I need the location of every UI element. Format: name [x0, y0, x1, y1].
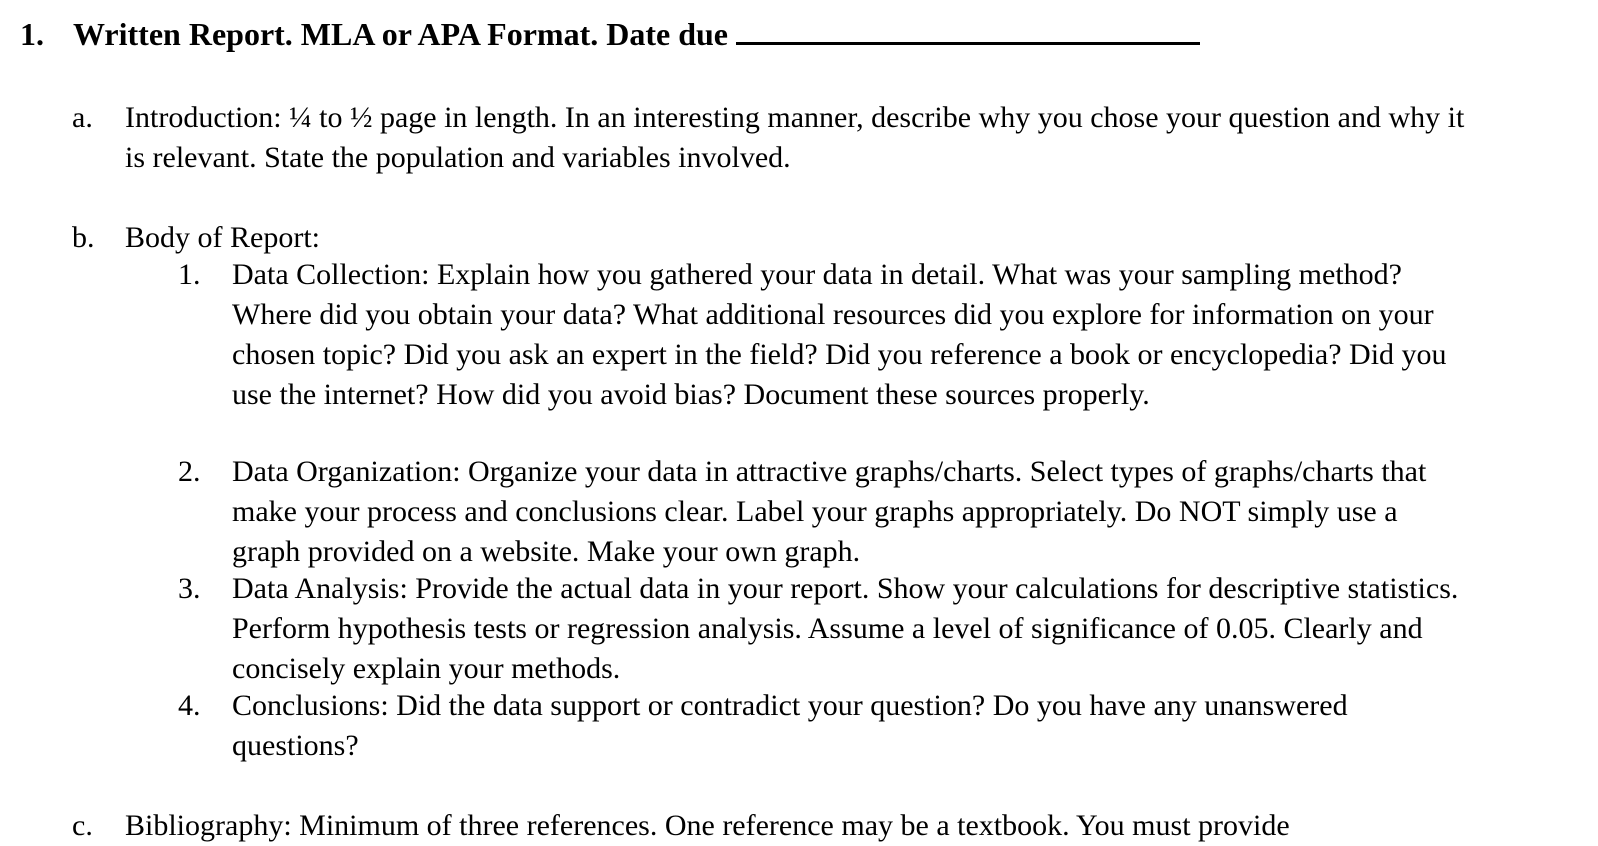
data-organization-text: Data Organization: Organize your data in attractive graphs/charts. Select types of graphs/charts that make your process and conclusions clear. Label your graphs appropriately. Do NOT simply use a graph provided on a website. Make your own graph.: [232, 455, 1427, 568]
subitem-data-analysis: [178, 569, 1472, 689]
sublist-marker: 2.: [178, 455, 201, 488]
data-analysis-text: Data Analysis: Provide the actual data in your report. Show your calculations for descriptive statistics. Perform hypothesis tests or regression analysis. Assume a level of significance of 0.05. Clearly and concisely explain your methods.: [232, 572, 1459, 685]
section-heading: [20, 12, 1200, 54]
subitem-conclusions: [178, 686, 1472, 766]
data-collection-text: Data Collection: Explain how you gathered your data in detail. What was your sampling method? Where did you obtain your data? What additional resources did you explore for information on your chosen topic? Did you ask an expert in the field? Did you reference a book or encyclopedia? Did you use the internet? How did you avoid bias? Document these sources properly.: [232, 258, 1447, 411]
heading-number: 1.: [20, 16, 44, 52]
bibliography-text: Bibliography: Minimum of three references. One reference may be a textbook. You must provide: [125, 809, 1290, 842]
list-marker: b.: [72, 221, 95, 254]
subitem-data-organization: [178, 452, 1472, 572]
sublist-marker: 4.: [178, 689, 201, 722]
introduction-text: Introduction: ¼ to ½ page in length. In an interesting manner, describe why you chose your question and why it is relevant. State the population and variables involved.: [125, 101, 1465, 174]
list-item-bibliography: [72, 806, 1472, 846]
body-of-report-text: Body of Report:: [125, 221, 320, 254]
sublist-marker: 1.: [178, 258, 201, 291]
date-due-blank[interactable]: [736, 12, 1200, 45]
conclusions-text: Conclusions: Did the data support or contradict your question? Do you have any unanswered questions?: [232, 689, 1348, 762]
list-marker: c.: [72, 809, 93, 842]
heading-text: Written Report. MLA or APA Format. Date due: [73, 16, 728, 52]
list-item-body-of-report: [72, 218, 1472, 258]
sublist-marker: 3.: [178, 572, 201, 605]
list-marker: a.: [72, 101, 93, 134]
list-item-introduction: [72, 98, 1472, 178]
subitem-data-collection: [178, 255, 1472, 415]
